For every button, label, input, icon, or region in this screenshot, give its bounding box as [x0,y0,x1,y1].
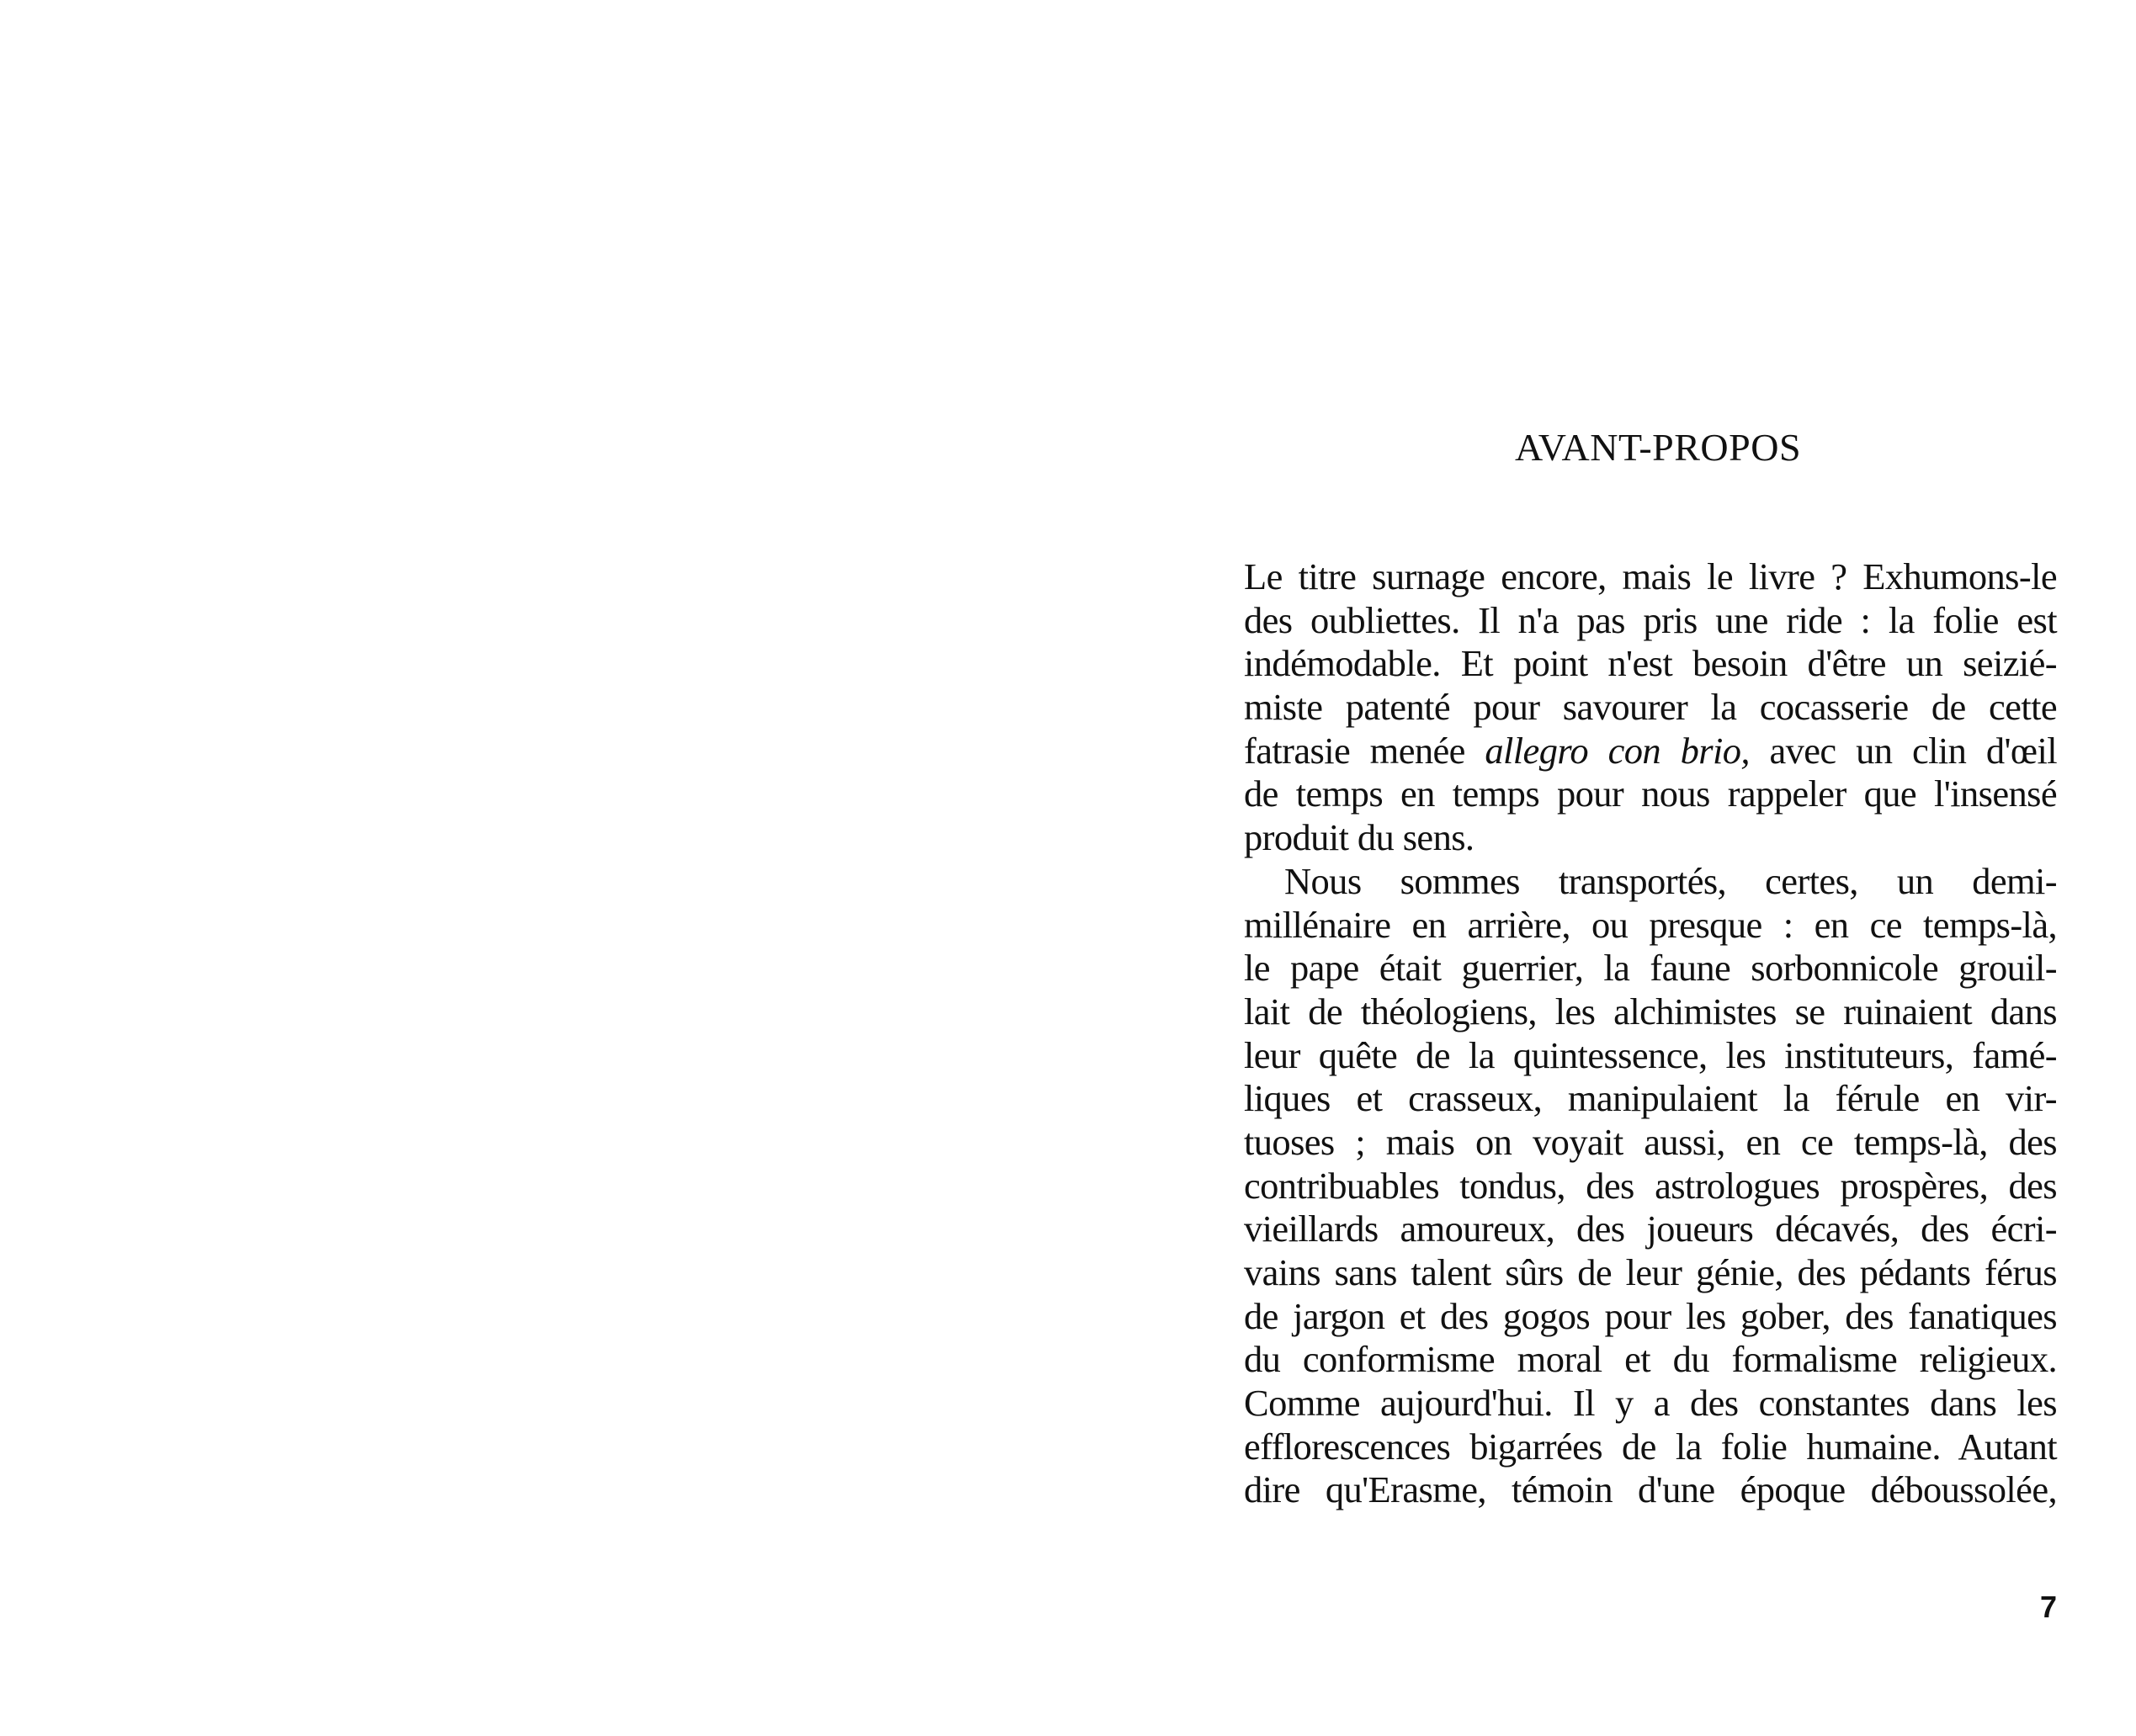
text-line: vains sans talent sûrs de leur génie, des pédants férus [1244,1251,2057,1293]
text-line: Le titre surnage encore, mais le livre ? Exhumons-le [1244,555,2057,597]
text-line: leur quête de la quintessence, les instituteurs, famé- [1244,1033,2057,1076]
text-line: indémodable. Et point n'est besoin d'être un seizié- [1244,642,2057,685]
paragraph-2 [1244,860,2057,1512]
text-line-with-italic [1244,730,2057,773]
text-line: dire qu'Erasme, témoin d'une époque déboussolée, [1244,1468,2057,1511]
text-line: miste patenté pour savourer la cocasserie de cette [1244,686,2057,729]
page-number: 7 [2039,1590,2057,1624]
text-line: lait de théologiens, les alchimistes se ruinaient dans [1244,990,2057,1033]
text-line: du conformisme moral et du formalisme religieux. [1244,1338,2057,1381]
text-line: de temps en temps pour nous rappeler que l'insensé [1244,772,2057,815]
body-text [1244,555,2057,1512]
text-line: contribuables tondus, des astrologues prospères, des [1244,1164,2057,1207]
text-run: fatrasie menée [1244,729,1485,772]
text-line: Comme aujourd'hui. Il y a des constantes dans les [1244,1382,2057,1425]
text-line: des oubliettes. Il n'a pas pris une ride : la folie est [1244,598,2057,641]
text-line: tuoses ; mais on voyait aussi, en ce temps-là, des [1244,1120,2057,1163]
text-line: vieillards amoureux, des joueurs décavés, des écri- [1244,1208,2057,1250]
chapter-title: AVANT-PROPOS [1514,426,1802,469]
text-line: le pape était guerrier, la faune sorbonnicole grouil- [1244,947,2057,990]
paragraph-1 [1244,555,2057,860]
text-line: de jargon et des gogos pour les gober, des fanatiques [1244,1294,2057,1337]
italic-phrase: allegro con brio, [1485,729,1750,772]
text-line: Nous sommes transportés, certes, un demi- [1284,859,2057,902]
text-line: liques et crasseux, manipulaient la férule en vir- [1244,1077,2057,1120]
text-line: efflorescences bigarrées de la folie humaine. Autant [1244,1425,2057,1468]
text-line: produit du sens. [1244,816,1474,859]
text-run: avec un clin d'œil [1749,729,2057,772]
text-line: millénaire en arrière, ou presque : en ce temps-là, [1244,903,2057,946]
